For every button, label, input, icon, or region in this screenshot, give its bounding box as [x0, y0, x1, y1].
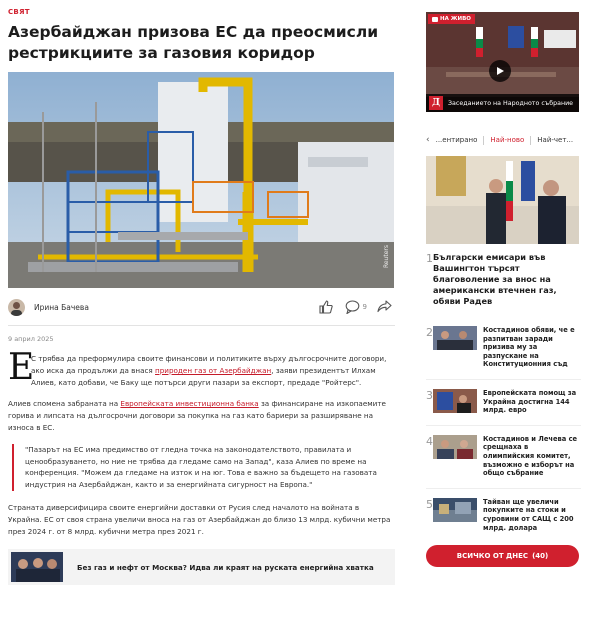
related-article[interactable]: [8, 549, 395, 585]
live-caption-bar: [426, 94, 579, 112]
comment-icon[interactable]: [344, 298, 361, 315]
article-actions: [318, 298, 393, 315]
live-dot-icon: [432, 17, 438, 22]
top-story-image[interactable]: [426, 156, 579, 244]
comment-count: 9: [362, 302, 367, 311]
dropcap: Е: [8, 347, 35, 388]
all-today-count: (40): [532, 552, 549, 561]
sidebar-tabs: [426, 133, 581, 147]
list-item-title[interactable]: Тайван ще увеличи покупките на стоки и суровини от САЩ с 200 млрд. долара: [483, 497, 574, 532]
all-today-label: ВСИЧКО ОТ ДНЕС: [456, 552, 529, 561]
related-thumbnail[interactable]: [11, 552, 63, 582]
related-title[interactable]: Без газ и нефт от Москва? Идва ли краят на руската енергийна хватка: [77, 562, 374, 572]
list-item[interactable]: [426, 488, 581, 532]
top-story[interactable]: [426, 252, 581, 307]
live-badge-label: НА ЖИВО: [440, 16, 471, 22]
list-item[interactable]: [426, 379, 581, 415]
list-thumbnail[interactable]: [433, 498, 477, 522]
author-avatar[interactable]: [8, 299, 25, 316]
paragraph-1: [31, 353, 395, 388]
list-thumbnail[interactable]: [433, 435, 477, 459]
paragraph-2: [8, 398, 395, 433]
quote: "Пазарът на ЕС има предимство от гледна точка на законодателството, правилата и ценообразуването, но ние не трябва да гледаме само на Запад", каза Алиев по време на конференция. "Можем да гледаме на изток и на юг. Това е важно за бъдещето на газовата индустрия на Азербайджан, както и за енергийната сигурност на Европа.": [12, 444, 395, 491]
rank-number: 1: [426, 252, 433, 265]
play-button[interactable]: [489, 60, 511, 82]
all-today-button[interactable]: [426, 545, 579, 567]
sidebar: [426, 12, 581, 567]
list-item-title[interactable]: Костадинов обяви, че е разпитван заради призива му за разпускане на Конституционния съд: [483, 326, 575, 369]
rank-number: 4: [426, 434, 433, 448]
tab-most-read[interactable]: Най-чет...: [537, 136, 574, 144]
photo-credit: Reuters: [383, 244, 390, 268]
list-thumbnail[interactable]: [433, 326, 477, 350]
tab-commented[interactable]: ...ентирано: [435, 136, 478, 144]
paragraph-4: Страната диверсифицира своите енергийни доставки от Русия след началото на войната в Украйна. ЕС от своя страна увеличи вноса на газ от Азербайджан до близо 13 млрд. кубични метра през 2024 г. от 8 млрд. кубични метра през 2021 г.: [8, 502, 391, 536]
list-item[interactable]: [426, 425, 581, 478]
news-list: [426, 317, 581, 532]
rank-number: 3: [426, 388, 433, 402]
text-span: , заяви президентът Илхам Алиев, като добави, че Баку ще потърси други пазари за експорт, предаде "Ройтерс".: [31, 365, 376, 387]
list-thumbnail[interactable]: [433, 389, 477, 413]
rank-number: 2: [426, 326, 433, 339]
section-label[interactable]: СВЯТ: [8, 8, 30, 16]
divider: [8, 325, 395, 326]
list-item-title[interactable]: Костадинов и Лечева се срещнаха в олимпийския комитет, възможно е изборът на общо събрание: [483, 434, 578, 478]
live-badge: [428, 14, 475, 24]
lead-paragraph: [8, 347, 395, 388]
gas-station-photo: [8, 72, 394, 288]
author-row: [8, 296, 395, 318]
text-span: за финансиране на изкопаемите горива и липсата на дългосрочни договори за покупка на газ като бариери за разширяване на износа в ЕС.: [8, 399, 386, 432]
rank-number: 5: [426, 497, 433, 511]
article: [8, 8, 395, 585]
list-item-title[interactable]: Европейската помощ за Украйна достигна 144 млрд. евро: [483, 388, 577, 415]
top-story-title[interactable]: Български емисари във Вашингтон търсят благоволение за внос на американски втечнен газ, обяви Радев: [433, 252, 557, 306]
article-date: 9 април 2025: [8, 335, 54, 343]
channel-logo: Д: [429, 96, 443, 110]
like-icon[interactable]: [318, 298, 335, 315]
share-icon[interactable]: [376, 298, 393, 315]
play-icon: [495, 66, 505, 76]
author-name[interactable]: Ирина Бачева: [34, 302, 89, 312]
list-item[interactable]: [426, 317, 581, 369]
text-span: С трябва да преформулира своите финансови и политиките върху дългосрочните договори, ако иска да продължи да внася: [31, 354, 387, 375]
live-stream-player[interactable]: [426, 12, 579, 112]
chevron-left-icon[interactable]: ‹: [426, 135, 430, 145]
tab-newest[interactable]: Най-ново: [490, 136, 525, 144]
link-natural-gas[interactable]: природен газ от Азербайджан: [155, 365, 272, 375]
article-headline: Азербайджан призова ЕС да преосмисли рестрикциите за газовия коридор: [8, 23, 379, 62]
hero-image: [8, 72, 394, 288]
live-caption[interactable]: Заседанието на Народното събрание: [448, 99, 574, 107]
text-span: Алиев спомена забраната на: [8, 399, 121, 409]
link-eib[interactable]: Европейската инвестиционна банка: [120, 399, 259, 409]
